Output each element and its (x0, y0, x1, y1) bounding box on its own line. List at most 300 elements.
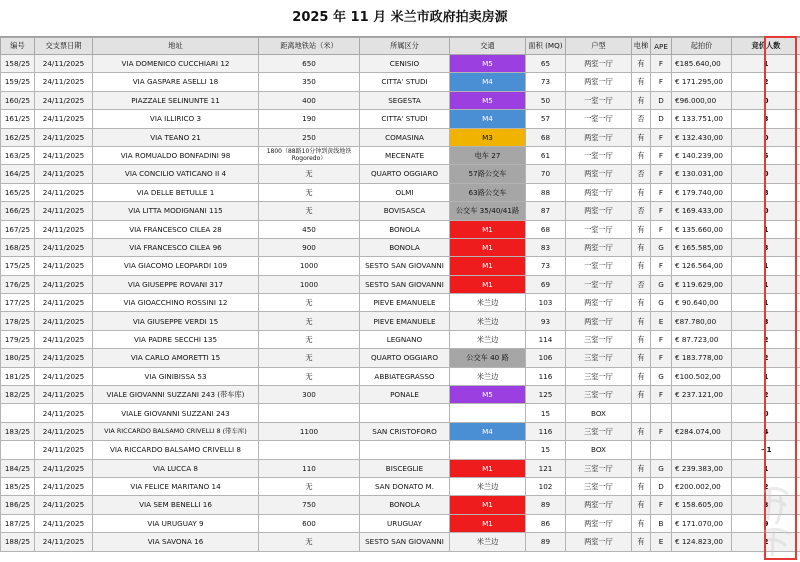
bids-cell: 1 (732, 459, 800, 477)
zone-cell: SAN DONATO M. (360, 477, 450, 495)
price-cell: € 169.433,00 (672, 202, 732, 220)
address-cell: VIA CARLO AMORETTI 15 (93, 349, 259, 367)
lift-cell: 有 (632, 91, 651, 109)
area-cell: 73 (526, 257, 566, 275)
zone-cell: MECENATE (360, 146, 450, 164)
table-row[interactable] (1, 496, 800, 514)
row-id-cell: 185/25 (1, 477, 35, 495)
distance-cell: 250 (259, 128, 360, 146)
area-cell: 87 (526, 202, 566, 220)
distance-cell: 无 (259, 533, 360, 551)
lift-cell: 有 (632, 477, 651, 495)
layout-cell: 一室一厅 (566, 146, 632, 164)
bids-cell: −1 (732, 441, 800, 459)
date-cell: 24/11/2025 (35, 441, 93, 459)
layout-cell: 两室一厅 (566, 533, 632, 551)
transit-cell: M1 (450, 459, 526, 477)
address-cell: VIA GASPARE ASELLI 18 (93, 73, 259, 91)
column-header[interactable]: 交通 (450, 38, 526, 55)
row-id-cell: 186/25 (1, 496, 35, 514)
distance-cell: 190 (259, 110, 360, 128)
bids-cell: 3 (732, 110, 800, 128)
column-header[interactable]: 电梯 (632, 38, 651, 55)
distance-cell (259, 441, 360, 459)
area-cell: 89 (526, 496, 566, 514)
row-id-cell (1, 404, 35, 422)
area-cell: 114 (526, 330, 566, 348)
area-cell: 68 (526, 128, 566, 146)
column-header[interactable]: 地址 (93, 38, 259, 55)
lift-cell: 有 (632, 128, 651, 146)
layout-cell: 两室一厅 (566, 73, 632, 91)
area-cell: 73 (526, 73, 566, 91)
area-cell: 125 (526, 386, 566, 404)
price-cell: € 132.430,00 (672, 128, 732, 146)
ape-cell: F (651, 257, 672, 275)
row-id-cell: 168/25 (1, 238, 35, 256)
price-cell: € 126.564,00 (672, 257, 732, 275)
ape-cell: G (651, 238, 672, 256)
address-cell: VIA GIUSEPPE ROVANI 317 (93, 275, 259, 293)
ape-cell: F (651, 128, 672, 146)
bids-cell: 3 (732, 312, 800, 330)
distance-cell: 400 (259, 91, 360, 109)
column-header[interactable]: 面积 (MQ) (526, 38, 566, 55)
ape-cell: G (651, 459, 672, 477)
row-id-cell: 182/25 (1, 386, 35, 404)
transit-cell: 米兰边 (450, 367, 526, 385)
distance-cell: 1100 (259, 422, 360, 440)
address-cell: VIA PADRE SECCHI 135 (93, 330, 259, 348)
lift-cell: 有 (632, 459, 651, 477)
lift-cell: 有 (632, 257, 651, 275)
zone-cell: BONOLA (360, 496, 450, 514)
transit-cell: 米兰边 (450, 312, 526, 330)
lift-cell: 有 (632, 367, 651, 385)
date-cell: 24/11/2025 (35, 55, 93, 73)
ape-cell: F (651, 73, 672, 91)
bids-cell: 1 (732, 294, 800, 312)
bids-cell: 2 (732, 349, 800, 367)
transit-cell: M4 (450, 73, 526, 91)
price-cell: €185.640,00 (672, 55, 732, 73)
table-row[interactable] (1, 73, 800, 91)
bids-cell: 1 (732, 55, 800, 73)
price-cell: € 237.121,00 (672, 386, 732, 404)
table-row[interactable] (1, 422, 800, 440)
table-row[interactable] (1, 477, 800, 495)
transit-cell: M1 (450, 220, 526, 238)
table-row[interactable] (1, 257, 800, 275)
lift-cell: 有 (632, 422, 651, 440)
table-row[interactable] (1, 367, 800, 385)
row-id-cell: 179/25 (1, 330, 35, 348)
lift-cell: 否 (632, 110, 651, 128)
transit-cell: 米兰边 (450, 330, 526, 348)
date-cell: 24/11/2025 (35, 514, 93, 532)
transit-cell: M5 (450, 55, 526, 73)
table-row[interactable] (1, 202, 800, 220)
address-cell: VIA ROMUALDO BONFADINI 98 (93, 146, 259, 164)
address-cell: VIALE GIOVANNI SUZZANI 243 (带车库) (93, 386, 259, 404)
area-cell: 57 (526, 110, 566, 128)
zone-cell (360, 441, 450, 459)
lift-cell (632, 441, 651, 459)
distance-cell: 无 (259, 367, 360, 385)
table-row[interactable] (1, 238, 800, 256)
transit-cell: 公交车 40 路 (450, 349, 526, 367)
date-cell: 24/11/2025 (35, 165, 93, 183)
distance-cell: 无 (259, 330, 360, 348)
area-cell: 70 (526, 165, 566, 183)
price-cell: € 130.031,00 (672, 165, 732, 183)
row-id-cell: 177/25 (1, 294, 35, 312)
area-cell: 83 (526, 238, 566, 256)
column-header[interactable]: APE (651, 38, 672, 55)
date-cell: 24/11/2025 (35, 386, 93, 404)
table-header (1, 38, 800, 55)
table-row[interactable] (1, 91, 800, 109)
distance-cell: 1000 (259, 257, 360, 275)
distance-cell: 无 (259, 202, 360, 220)
zone-cell: CENISIO (360, 55, 450, 73)
area-cell: 86 (526, 514, 566, 532)
price-cell: € 158.605,00 (672, 496, 732, 514)
layout-cell: 三室一厅 (566, 386, 632, 404)
price-cell: €87.780,00 (672, 312, 732, 330)
transit-cell: 57路公交车 (450, 165, 526, 183)
price-cell: € 87.723,00 (672, 330, 732, 348)
table-row[interactable] (1, 220, 800, 238)
row-id-cell: 159/25 (1, 73, 35, 91)
address-cell: VIA FRANCESCO CILEA 96 (93, 238, 259, 256)
table-row[interactable] (1, 330, 800, 348)
bids-cell: 5 (732, 146, 800, 164)
price-cell: € 133.751,00 (672, 110, 732, 128)
bids-cell: 1 (732, 220, 800, 238)
table-row[interactable] (1, 533, 800, 551)
area-cell: 116 (526, 422, 566, 440)
table-row[interactable] (1, 386, 800, 404)
price-cell: €100.502,00 (672, 367, 732, 385)
transit-cell: M1 (450, 238, 526, 256)
price-cell: € 165.585,00 (672, 238, 732, 256)
area-cell: 102 (526, 477, 566, 495)
column-header[interactable]: 所属区分 (360, 38, 450, 55)
distance-cell: 无 (259, 312, 360, 330)
area-cell: 15 (526, 404, 566, 422)
address-cell: VIA DOMENICO CUCCHIARI 12 (93, 55, 259, 73)
header-row (1, 38, 800, 55)
bids-cell: 0 (732, 91, 800, 109)
bids-cell: 4 (732, 422, 800, 440)
row-id-cell: 187/25 (1, 514, 35, 532)
bids-cell: 2 (732, 533, 800, 551)
transit-cell: 米兰边 (450, 477, 526, 495)
lift-cell: 否 (632, 275, 651, 293)
ape-cell (651, 404, 672, 422)
ape-cell: F (651, 202, 672, 220)
row-id-cell: 164/25 (1, 165, 35, 183)
layout-cell: 两室一厅 (566, 514, 632, 532)
row-id-cell: 180/25 (1, 349, 35, 367)
price-cell: € 239.383,00 (672, 459, 732, 477)
zone-cell (360, 404, 450, 422)
date-cell: 24/11/2025 (35, 404, 93, 422)
table-row[interactable] (1, 404, 800, 422)
transit-cell: M5 (450, 91, 526, 109)
address-cell: VIA GIUSEPPE VERDI 15 (93, 312, 259, 330)
address-cell: VIA GIACOMO LEOPARDI 109 (93, 257, 259, 275)
layout-cell: 两室一厅 (566, 312, 632, 330)
layout-cell: 两室一厅 (566, 202, 632, 220)
layout-cell: 三室一厅 (566, 367, 632, 385)
distance-cell: 350 (259, 73, 360, 91)
zone-cell: SESTO SAN GIOVANNI (360, 533, 450, 551)
row-id-cell: 178/25 (1, 312, 35, 330)
row-id-cell: 181/25 (1, 367, 35, 385)
transit-cell: 电车 27 (450, 146, 526, 164)
transit-cell: M1 (450, 496, 526, 514)
transit-cell: 63路公交车 (450, 183, 526, 201)
transit-cell (450, 441, 526, 459)
lift-cell: 有 (632, 386, 651, 404)
transit-cell: 米兰边 (450, 533, 526, 551)
date-cell: 24/11/2025 (35, 257, 93, 275)
date-cell: 24/11/2025 (35, 533, 93, 551)
zone-cell: COMASINA (360, 128, 450, 146)
address-cell: VIA DELLE BETULLE 1 (93, 183, 259, 201)
row-id-cell: 162/25 (1, 128, 35, 146)
column-header[interactable]: 距离地铁站（米） (259, 38, 360, 55)
table-row[interactable] (1, 312, 800, 330)
table-row[interactable] (1, 110, 800, 128)
watermark-icon (758, 480, 796, 560)
layout-cell: 三室一厅 (566, 349, 632, 367)
address-cell: VIALE GIOVANNI SUZZANI 243 (93, 404, 259, 422)
row-id-cell: 184/25 (1, 459, 35, 477)
layout-cell: 三室一厅 (566, 477, 632, 495)
distance-cell: 650 (259, 55, 360, 73)
table-row[interactable] (1, 55, 800, 73)
area-cell: 50 (526, 91, 566, 109)
transit-cell: M1 (450, 514, 526, 532)
layout-cell: BOX (566, 404, 632, 422)
table-body (1, 55, 800, 552)
bids-cell: 3 (732, 496, 800, 514)
address-cell: VIA CONCILIO VATICANO II 4 (93, 165, 259, 183)
area-cell: 116 (526, 367, 566, 385)
ape-cell: F (651, 183, 672, 201)
date-cell: 24/11/2025 (35, 275, 93, 293)
row-id-cell (1, 441, 35, 459)
row-id-cell: 161/25 (1, 110, 35, 128)
price-cell (672, 441, 732, 459)
ape-cell: E (651, 533, 672, 551)
price-cell: € 90.640,00 (672, 294, 732, 312)
ape-cell: F (651, 220, 672, 238)
distance-cell: 无 (259, 294, 360, 312)
lift-cell: 有 (632, 183, 651, 201)
zone-cell: LEGNANO (360, 330, 450, 348)
table-row[interactable] (1, 459, 800, 477)
price-cell: € 171.295,00 (672, 73, 732, 91)
column-header[interactable]: 起拍价 (672, 38, 732, 55)
table-row[interactable] (1, 183, 800, 201)
address-cell: VIA SEM BENELLI 16 (93, 496, 259, 514)
transit-cell: M1 (450, 257, 526, 275)
date-cell: 24/11/2025 (35, 238, 93, 256)
bids-cell: 2 (732, 330, 800, 348)
lift-cell: 有 (632, 73, 651, 91)
bids-cell: 2 (732, 73, 800, 91)
table-row[interactable] (1, 514, 800, 532)
zone-cell: PONALE (360, 386, 450, 404)
date-cell: 24/11/2025 (35, 146, 93, 164)
row-id-cell: 188/25 (1, 533, 35, 551)
address-cell: VIA SAVONA 16 (93, 533, 259, 551)
lift-cell: 有 (632, 330, 651, 348)
bids-cell: 0 (732, 404, 800, 422)
distance-cell: 900 (259, 238, 360, 256)
bids-cell: 1 (732, 367, 800, 385)
column-header[interactable]: 户型 (566, 38, 632, 55)
layout-cell: 两室一厅 (566, 238, 632, 256)
zone-cell: QUARTO OGGIARO (360, 349, 450, 367)
zone-cell: QUARTO OGGIARO (360, 165, 450, 183)
bids-cell: 1 (732, 275, 800, 293)
layout-cell: 两室一厅 (566, 183, 632, 201)
date-cell: 24/11/2025 (35, 183, 93, 201)
layout-cell: 三室一厅 (566, 459, 632, 477)
address-cell: VIA URUGUAY 9 (93, 514, 259, 532)
zone-cell: ABBIATEGRASSO (360, 367, 450, 385)
distance-cell: 750 (259, 496, 360, 514)
column-header[interactable]: 交支票日期 (35, 38, 93, 55)
area-cell: 89 (526, 533, 566, 551)
table-row[interactable] (1, 441, 800, 459)
column-header[interactable]: 编号 (1, 38, 35, 55)
distance-cell: 600 (259, 514, 360, 532)
zone-cell: BISCEGLIE (360, 459, 450, 477)
area-cell: 69 (526, 275, 566, 293)
bids-cell: 0 (732, 128, 800, 146)
zone-cell: OLMI (360, 183, 450, 201)
lift-cell: 否 (632, 165, 651, 183)
zone-cell: PIEVE EMANUELE (360, 312, 450, 330)
address-cell: VIA LUCCA 8 (93, 459, 259, 477)
lift-cell: 有 (632, 349, 651, 367)
bids-cell: 8 (732, 183, 800, 201)
transit-cell: M5 (450, 386, 526, 404)
bids-cell: 9 (732, 514, 800, 532)
row-id-cell: 158/25 (1, 55, 35, 73)
zone-cell: CITTA' STUDI (360, 110, 450, 128)
row-id-cell: 167/25 (1, 220, 35, 238)
lift-cell (632, 404, 651, 422)
price-cell (672, 404, 732, 422)
bids-cell: 1 (732, 257, 800, 275)
table-row[interactable] (1, 349, 800, 367)
table-row[interactable] (1, 128, 800, 146)
zone-cell: PIEVE EMANUELE (360, 294, 450, 312)
price-cell: € 179.740,00 (672, 183, 732, 201)
table-row[interactable] (1, 165, 800, 183)
ape-cell: F (651, 386, 672, 404)
area-cell: 93 (526, 312, 566, 330)
layout-cell: 两室一厅 (566, 496, 632, 514)
zone-cell: SESTO SAN GIOVANNI (360, 257, 450, 275)
lift-cell: 有 (632, 146, 651, 164)
price-cell: € 119.629,00 (672, 275, 732, 293)
bids-cell: 2 (732, 386, 800, 404)
area-cell: 65 (526, 55, 566, 73)
ape-cell: F (651, 146, 672, 164)
address-cell: VIA LITTA MODIGNANI 115 (93, 202, 259, 220)
area-cell: 121 (526, 459, 566, 477)
date-cell: 24/11/2025 (35, 496, 93, 514)
ape-cell: F (651, 330, 672, 348)
ape-cell: E (651, 312, 672, 330)
transit-cell: M1 (450, 275, 526, 293)
date-cell: 24/11/2025 (35, 477, 93, 495)
distance-cell: 1000 (259, 275, 360, 293)
ape-cell: F (651, 422, 672, 440)
layout-cell: 三室一厅 (566, 422, 632, 440)
ape-cell: B (651, 514, 672, 532)
lift-cell: 有 (632, 533, 651, 551)
date-cell: 24/11/2025 (35, 459, 93, 477)
distance-cell: 无 (259, 165, 360, 183)
price-cell: € 183.778,00 (672, 349, 732, 367)
date-cell: 24/11/2025 (35, 91, 93, 109)
layout-cell: 两室一厅 (566, 294, 632, 312)
transit-cell: 公交车 35/40/41路 (450, 202, 526, 220)
ape-cell: D (651, 477, 672, 495)
area-cell: 61 (526, 146, 566, 164)
date-cell: 24/11/2025 (35, 128, 93, 146)
layout-cell: 两室一厅 (566, 55, 632, 73)
transit-cell: M4 (450, 110, 526, 128)
lift-cell: 有 (632, 294, 651, 312)
price-cell: € 124.823,00 (672, 533, 732, 551)
transit-cell: M4 (450, 422, 526, 440)
address-cell: VIA RICCARDO BALSAMO CRIVELLI 8 (带车库) (93, 422, 259, 440)
zone-cell: SESTO SAN GIOVANNI (360, 275, 450, 293)
ape-cell: G (651, 294, 672, 312)
row-id-cell: 163/25 (1, 146, 35, 164)
bids-cell: 2 (732, 477, 800, 495)
zone-cell: BONOLA (360, 238, 450, 256)
layout-cell: 一室一厅 (566, 91, 632, 109)
row-id-cell: 160/25 (1, 91, 35, 109)
zone-cell: BOVISASCA (360, 202, 450, 220)
table-row[interactable] (1, 146, 800, 164)
row-id-cell: 176/25 (1, 275, 35, 293)
date-cell: 24/11/2025 (35, 312, 93, 330)
price-cell: € 135.660,00 (672, 220, 732, 238)
row-id-cell: 166/25 (1, 202, 35, 220)
table-row[interactable] (1, 294, 800, 312)
address-cell: PIAZZALE SELINUNTE 11 (93, 91, 259, 109)
layout-cell: 一室一厅 (566, 275, 632, 293)
address-cell: VIA RICCARDO BALSAMO CRIVELLI 8 (93, 441, 259, 459)
ape-cell (651, 441, 672, 459)
column-header[interactable]: 竞价人数 (732, 38, 800, 55)
layout-cell: 一室一厅 (566, 220, 632, 238)
distance-cell (259, 404, 360, 422)
table-row[interactable] (1, 275, 800, 293)
